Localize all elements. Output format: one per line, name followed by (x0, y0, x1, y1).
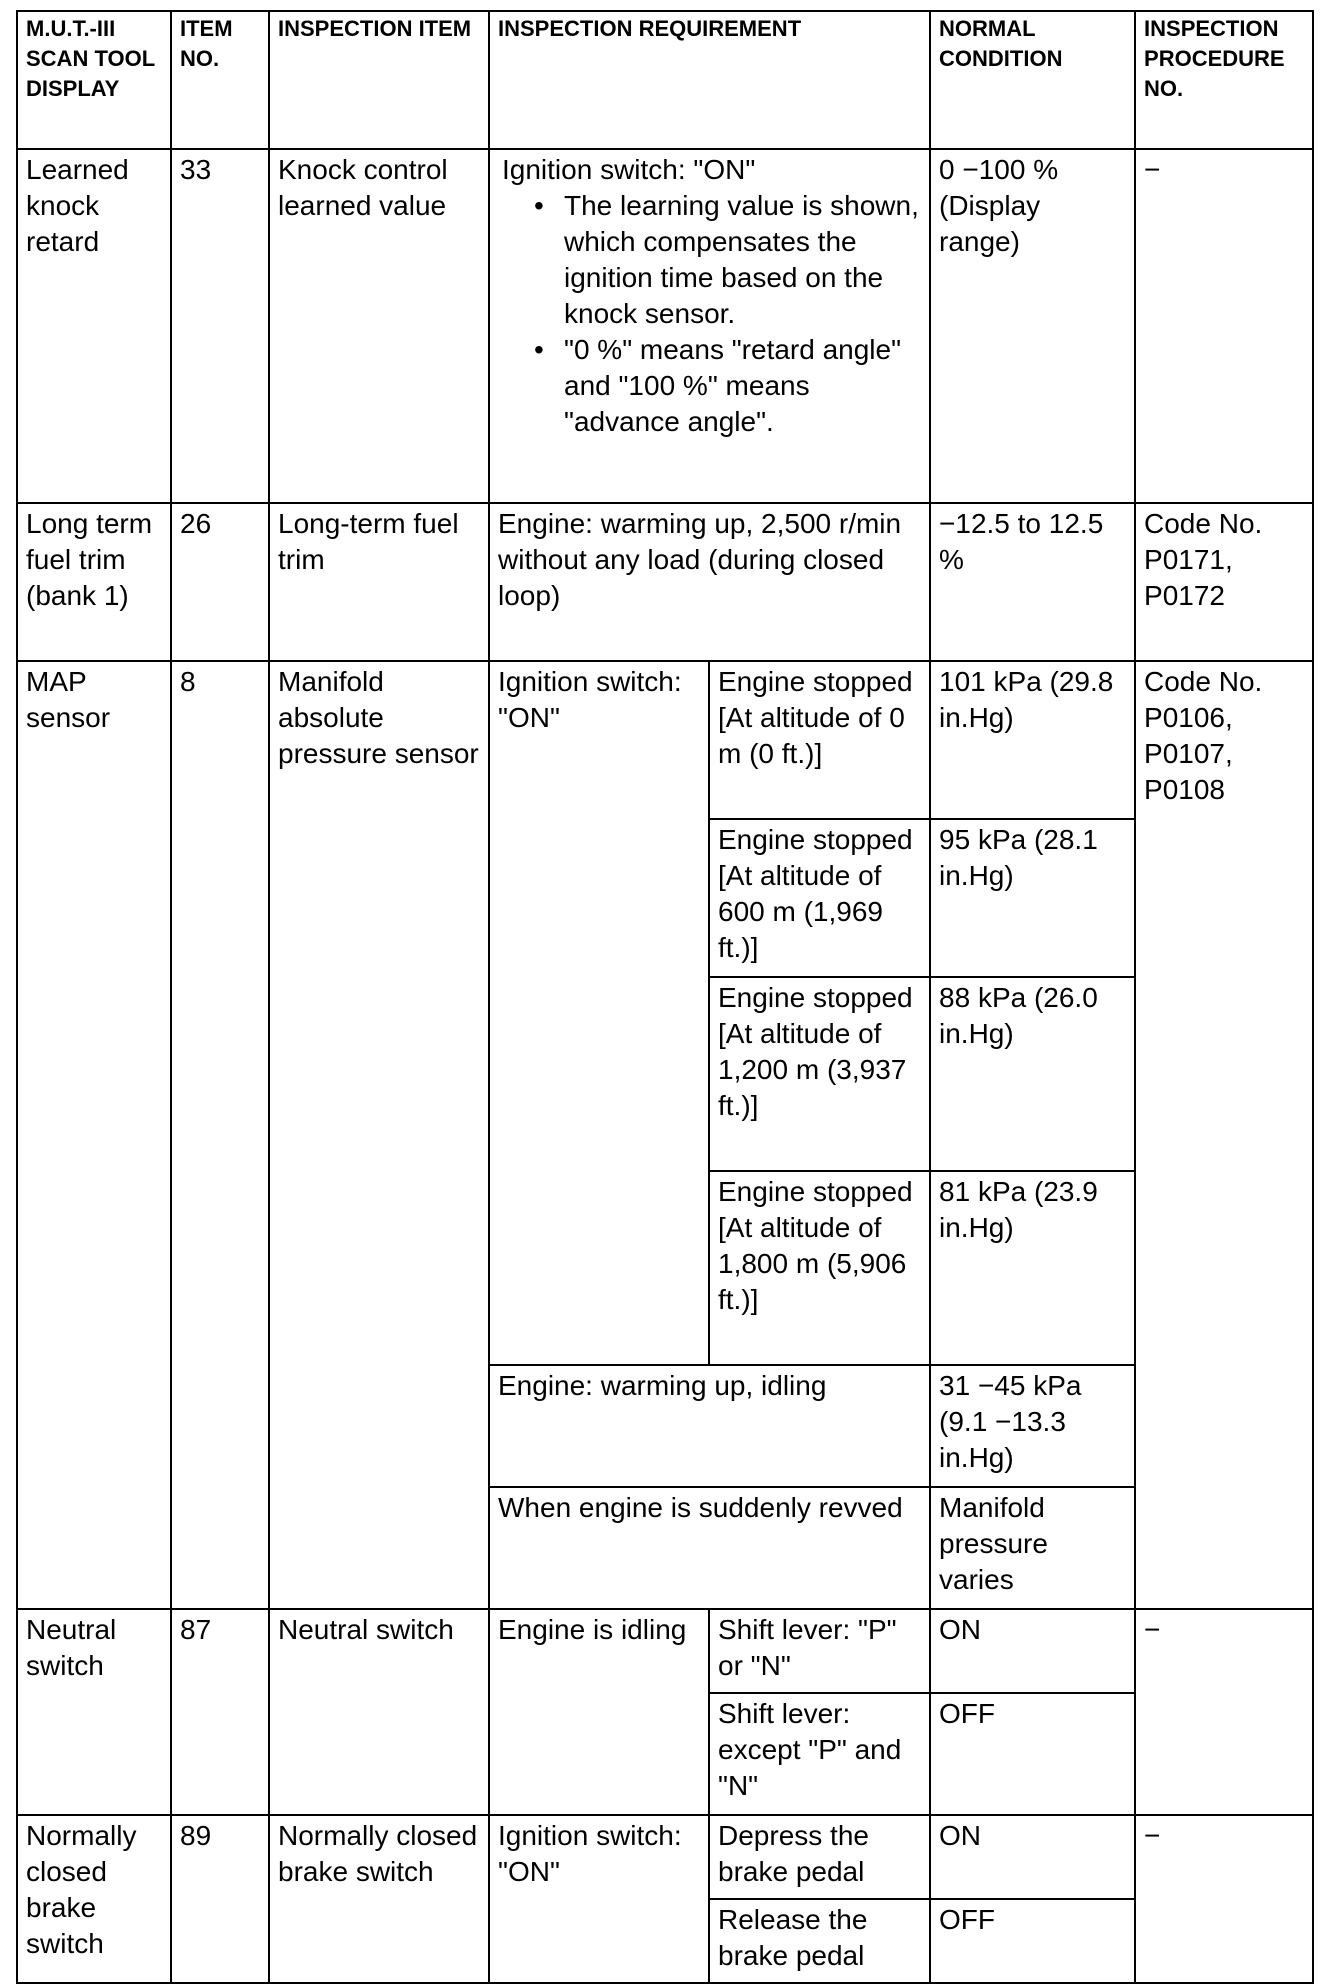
requirement-bullets (498, 188, 922, 440)
cell-sub-condition: Engine stopped [At altitude of 600 m (1,969 ft.)] (709, 819, 930, 977)
cell-normal: 95 kPa (28.1 in.Hg) (930, 819, 1135, 977)
cell-normal: OFF (930, 1693, 1135, 1815)
cell-sub-condition: Engine stopped [At altitude of 0 m (0 ft.)] (709, 661, 930, 819)
header-item-no: ITEM NO. (171, 11, 269, 149)
table-row (17, 1609, 1313, 1693)
cell-requirement (489, 149, 930, 503)
cell-normal: ON (930, 1815, 1135, 1899)
inspection-table-sheet (16, 10, 1314, 1984)
cell-requirement: When engine is suddenly revved (489, 1487, 930, 1609)
cell-procedure: − (1135, 149, 1313, 503)
table-row (17, 503, 1313, 661)
cell-normal: OFF (930, 1899, 1135, 1983)
cell-item: Knock control learned value (269, 149, 489, 503)
cell-normal: 31 −45 kPa (9.1 −13.3 in.Hg) (930, 1365, 1135, 1487)
cell-item-no: 33 (171, 149, 269, 503)
cell-display: Long term fuel trim (bank 1) (17, 503, 171, 661)
cell-procedure: Code No. P0171, P0172 (1135, 503, 1313, 661)
cell-sub-condition: Engine stopped [At altitude of 1,200 m (3,937 ft.)] (709, 977, 930, 1171)
cell-display: MAP sensor (17, 661, 171, 1609)
cell-procedure: − (1135, 1815, 1313, 1983)
inspection-table (16, 10, 1314, 1984)
cell-item-no: 8 (171, 661, 269, 1609)
cell-sub-condition: Shift lever: except "P" and "N" (709, 1693, 930, 1815)
cell-display: Normally closed brake switch (17, 1815, 171, 1983)
cell-normal: 81 kPa (23.9 in.Hg) (930, 1171, 1135, 1365)
cell-sub-condition: Depress the brake pedal (709, 1815, 930, 1899)
cell-item-no: 89 (171, 1815, 269, 1983)
cell-sub-condition: Engine stopped [At altitude of 1,800 m (5,906 ft.)] (709, 1171, 930, 1365)
cell-normal: Manifold pressure varies (930, 1487, 1135, 1609)
header-normal: NORMAL CONDITION (930, 11, 1135, 149)
cell-normal: −12.5 to 12.5 % (930, 503, 1135, 661)
cell-requirement: Engine: warming up, idling (489, 1365, 930, 1487)
list-item: • "0 %" means "retard angle" and "100 %" means "advance angle". (564, 332, 922, 440)
cell-normal: ON (930, 1609, 1135, 1693)
cell-display: Learned knock retard (17, 149, 171, 503)
cell-requirement: Ignition switch: "ON" (489, 661, 709, 1365)
cell-procedure: − (1135, 1609, 1313, 1815)
cell-requirement: Ignition switch: "ON" (489, 1815, 709, 1983)
cell-item: Long-term fuel trim (269, 503, 489, 661)
cell-sub-condition: Release the brake pedal (709, 1899, 930, 1983)
table-row (17, 149, 1313, 503)
table-row (17, 1815, 1313, 1899)
header-display: M.U.T.-III SCAN TOOL DISPLAY (17, 11, 171, 149)
cell-procedure: Code No. P0106, P0107, P0108 (1135, 661, 1313, 1609)
cell-item: Manifold absolute pressure sensor (269, 661, 489, 1609)
cell-sub-condition: Shift lever: "P" or "N" (709, 1609, 930, 1693)
cell-requirement: Engine: warming up, 2,500 r/min without any load (during closed loop) (489, 503, 930, 661)
header-row (17, 11, 1313, 149)
cell-requirement: Engine is idling (489, 1609, 709, 1815)
table-row (17, 661, 1313, 819)
cell-display: Neutral switch (17, 1609, 171, 1815)
cell-normal: 101 kPa (29.8 in.Hg) (930, 661, 1135, 819)
header-procedure: INSPECTION PROCEDURE NO. (1135, 11, 1313, 149)
requirement-main: Ignition switch: "ON" (502, 154, 756, 185)
cell-item: Neutral switch (269, 1609, 489, 1815)
cell-normal: 0 −100 % (Display range) (930, 149, 1135, 503)
header-requirement: INSPECTION REQUIREMENT (489, 11, 930, 149)
cell-normal: 88 kPa (26.0 in.Hg) (930, 977, 1135, 1171)
cell-item-no: 26 (171, 503, 269, 661)
header-item: INSPECTION ITEM (269, 11, 489, 149)
cell-item-no: 87 (171, 1609, 269, 1815)
list-item: • The learning value is shown, which compensates the ignition time based on the knock sensor. (564, 188, 922, 332)
cell-item: Normally closed brake switch (269, 1815, 489, 1983)
